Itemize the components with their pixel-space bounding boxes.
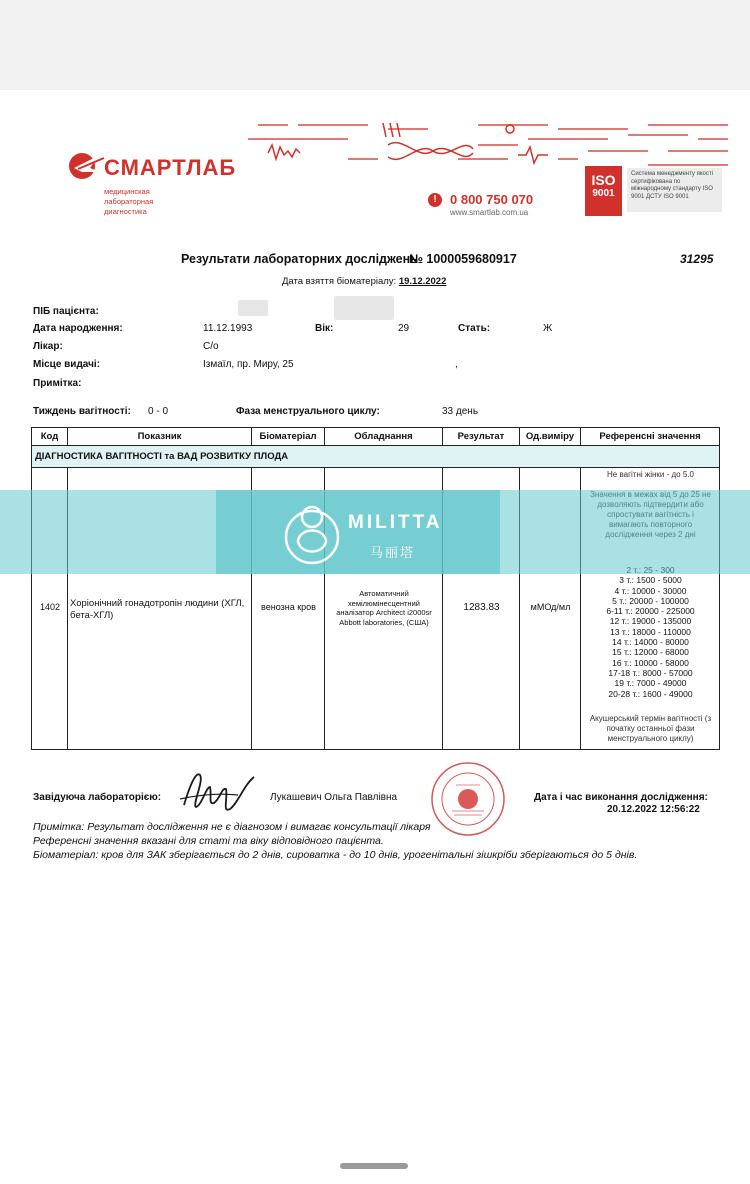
iso-badge-bottom: 9001: [592, 188, 615, 199]
cycle-phase-label: Фаза менструального циклу:: [236, 406, 380, 417]
footer-note-1: Примітка: Результат дослідження не є діагнозом і вимагає консультації лікаря: [33, 821, 431, 833]
row-biomaterial: венозна кров: [261, 602, 316, 612]
results-table: [31, 427, 720, 750]
ref-range-item: 15 т.: 12000 - 68000: [612, 647, 689, 658]
table-header-row: [32, 428, 720, 446]
iso-certification-text: Система менеджменту якості сертифікована по міжнародному стандарту ISO 9001 ДСТУ ISO 9001: [627, 168, 722, 212]
section-row: [32, 446, 720, 468]
dob-value: 11.12.1993: [203, 323, 253, 334]
ref-range-item: 17-18 т.: 8000 - 57000: [608, 667, 693, 678]
phone-icon: !: [428, 193, 442, 207]
header-unit: Од.виміру: [520, 428, 581, 446]
sex-label: Стать:: [458, 323, 491, 334]
dob-label: Дата народження:: [33, 323, 123, 334]
row-code: 1402: [39, 602, 61, 612]
biomaterial-date-label: Дата взяття біоматеріалу:: [282, 276, 397, 287]
smartlab-logo-icon: [68, 148, 108, 184]
ref-range-item: 20-28 т.: 1600 - 49000: [608, 688, 693, 699]
lab-brand-subtitle: медицинская лабораторная диагностика: [104, 187, 154, 216]
place-extra: ,: [455, 359, 458, 370]
sex-value: Ж: [543, 323, 553, 334]
patient-name-label: ПІБ пацієнта:: [33, 306, 99, 317]
pregnancy-week-value: 0 - 0: [148, 406, 169, 417]
header-indicator: Показник: [68, 428, 252, 446]
age-label: Вік:: [315, 323, 334, 334]
home-indicator-handle[interactable]: [340, 1163, 408, 1169]
head-name: Лукашевич Ольга Павлівна: [270, 792, 398, 803]
signature-image: [178, 765, 258, 817]
header-biomaterial: Біоматеріал: [252, 428, 325, 446]
note-label: Примітка:: [33, 378, 82, 389]
row-result: 1283.83: [463, 602, 500, 613]
ref-range-item: 5 т.: 20000 - 100000: [612, 595, 689, 606]
head-label: Завідуюча лабораторією:: [33, 792, 162, 803]
header-equipment: Обладнання: [325, 428, 443, 446]
header-code: Код: [32, 428, 68, 446]
datetime-value: 20.12.2022 12:56:22: [607, 804, 700, 815]
ref-range-item: 13 т.: 18000 - 110000: [610, 626, 691, 637]
app-top-bar: [0, 0, 750, 90]
ref-ranges-list: [583, 565, 718, 699]
biomaterial-date: 19.12.2022: [398, 276, 447, 287]
dna-banner-graphic: [228, 115, 733, 175]
ref-range-item: 3 т.: 1500 - 5000: [619, 575, 682, 586]
watermark-name: MILITTA: [348, 512, 443, 533]
report-number: № 1000059680917: [409, 252, 517, 266]
lab-brand-name: СМАРТЛАБ: [104, 155, 237, 180]
section-title: ДІАГНОСТИКА ВАГІТНОСТІ та ВАД РОЗВИТКУ ПЛОДА: [32, 446, 720, 468]
report-code: 31295: [680, 252, 714, 266]
header-result: Результат: [443, 428, 520, 446]
age-value: 29: [398, 323, 410, 334]
report-title: Результати лабораторних досліджень: [181, 252, 418, 266]
pregnancy-week-label: Тиждень вагітності:: [33, 406, 131, 417]
footer-note-3: Біоматеріал: кров для ЗАК зберігається до 2 днів, сироватка - до 10 днів, урогенітальні зішкріби зберігаються до 5 днів.: [33, 849, 638, 861]
row-equipment: Автоматичний хемілюмінесцентний аналізатор Architect i2000sr Abbott laboratories, (США): [336, 589, 432, 627]
ref-range-item: 19 т.: 7000 - 49000: [614, 678, 687, 689]
redacted-patient-surname: [334, 296, 394, 320]
datetime-label: Дата і час виконання дослідження:: [534, 792, 708, 803]
iso-badge-top: ISO: [591, 172, 616, 188]
ref-range-item: 16 т.: 10000 - 58000: [612, 657, 689, 668]
ref-range-item: 6-11 т.: 20000 - 225000: [606, 606, 695, 617]
doctor-value: С/о: [203, 341, 219, 352]
place-value: Ізмаїл, пр. Миру, 25: [203, 359, 294, 370]
lab-website: www.smartlab.com.ua: [450, 208, 529, 217]
watermark-chinese: 马丽塔: [370, 545, 416, 560]
row-unit: мМОд/мл: [530, 602, 571, 612]
lab-phone: 0 800 750 070: [450, 192, 534, 207]
place-label: Місце видачі:: [33, 359, 101, 370]
ref-range-item: 12 т.: 19000 - 135000: [609, 616, 692, 627]
header-reference: Референсні значення: [581, 428, 720, 446]
doctor-label: Лікар:: [33, 341, 63, 352]
ref-non-pregnant: Не вагітні жінки - до 5.0: [607, 470, 694, 479]
footer-note-2: Референсні значення вказані для статі та віку відповідного пацієнта.: [33, 835, 384, 847]
row-indicator: Хоріонічний гонадотропін людини (ХГЛ, бета-ХГЛ): [70, 598, 245, 621]
militta-logo-icon: [278, 497, 344, 569]
ref-range-item: 14 т.: 14000 - 80000: [612, 637, 689, 648]
ref-footer: Акушерський термін вагітності (з початку останньої фази менструального циклу): [589, 714, 712, 743]
ref-range-item: 4 т.: 10000 - 30000: [614, 585, 687, 596]
lab-stamp-image: [430, 761, 506, 837]
cycle-phase-value: 33 день: [442, 406, 479, 417]
iso-badge: [585, 166, 622, 216]
redacted-patient-name: [238, 300, 268, 316]
biomaterial-date-line: [282, 276, 446, 287]
